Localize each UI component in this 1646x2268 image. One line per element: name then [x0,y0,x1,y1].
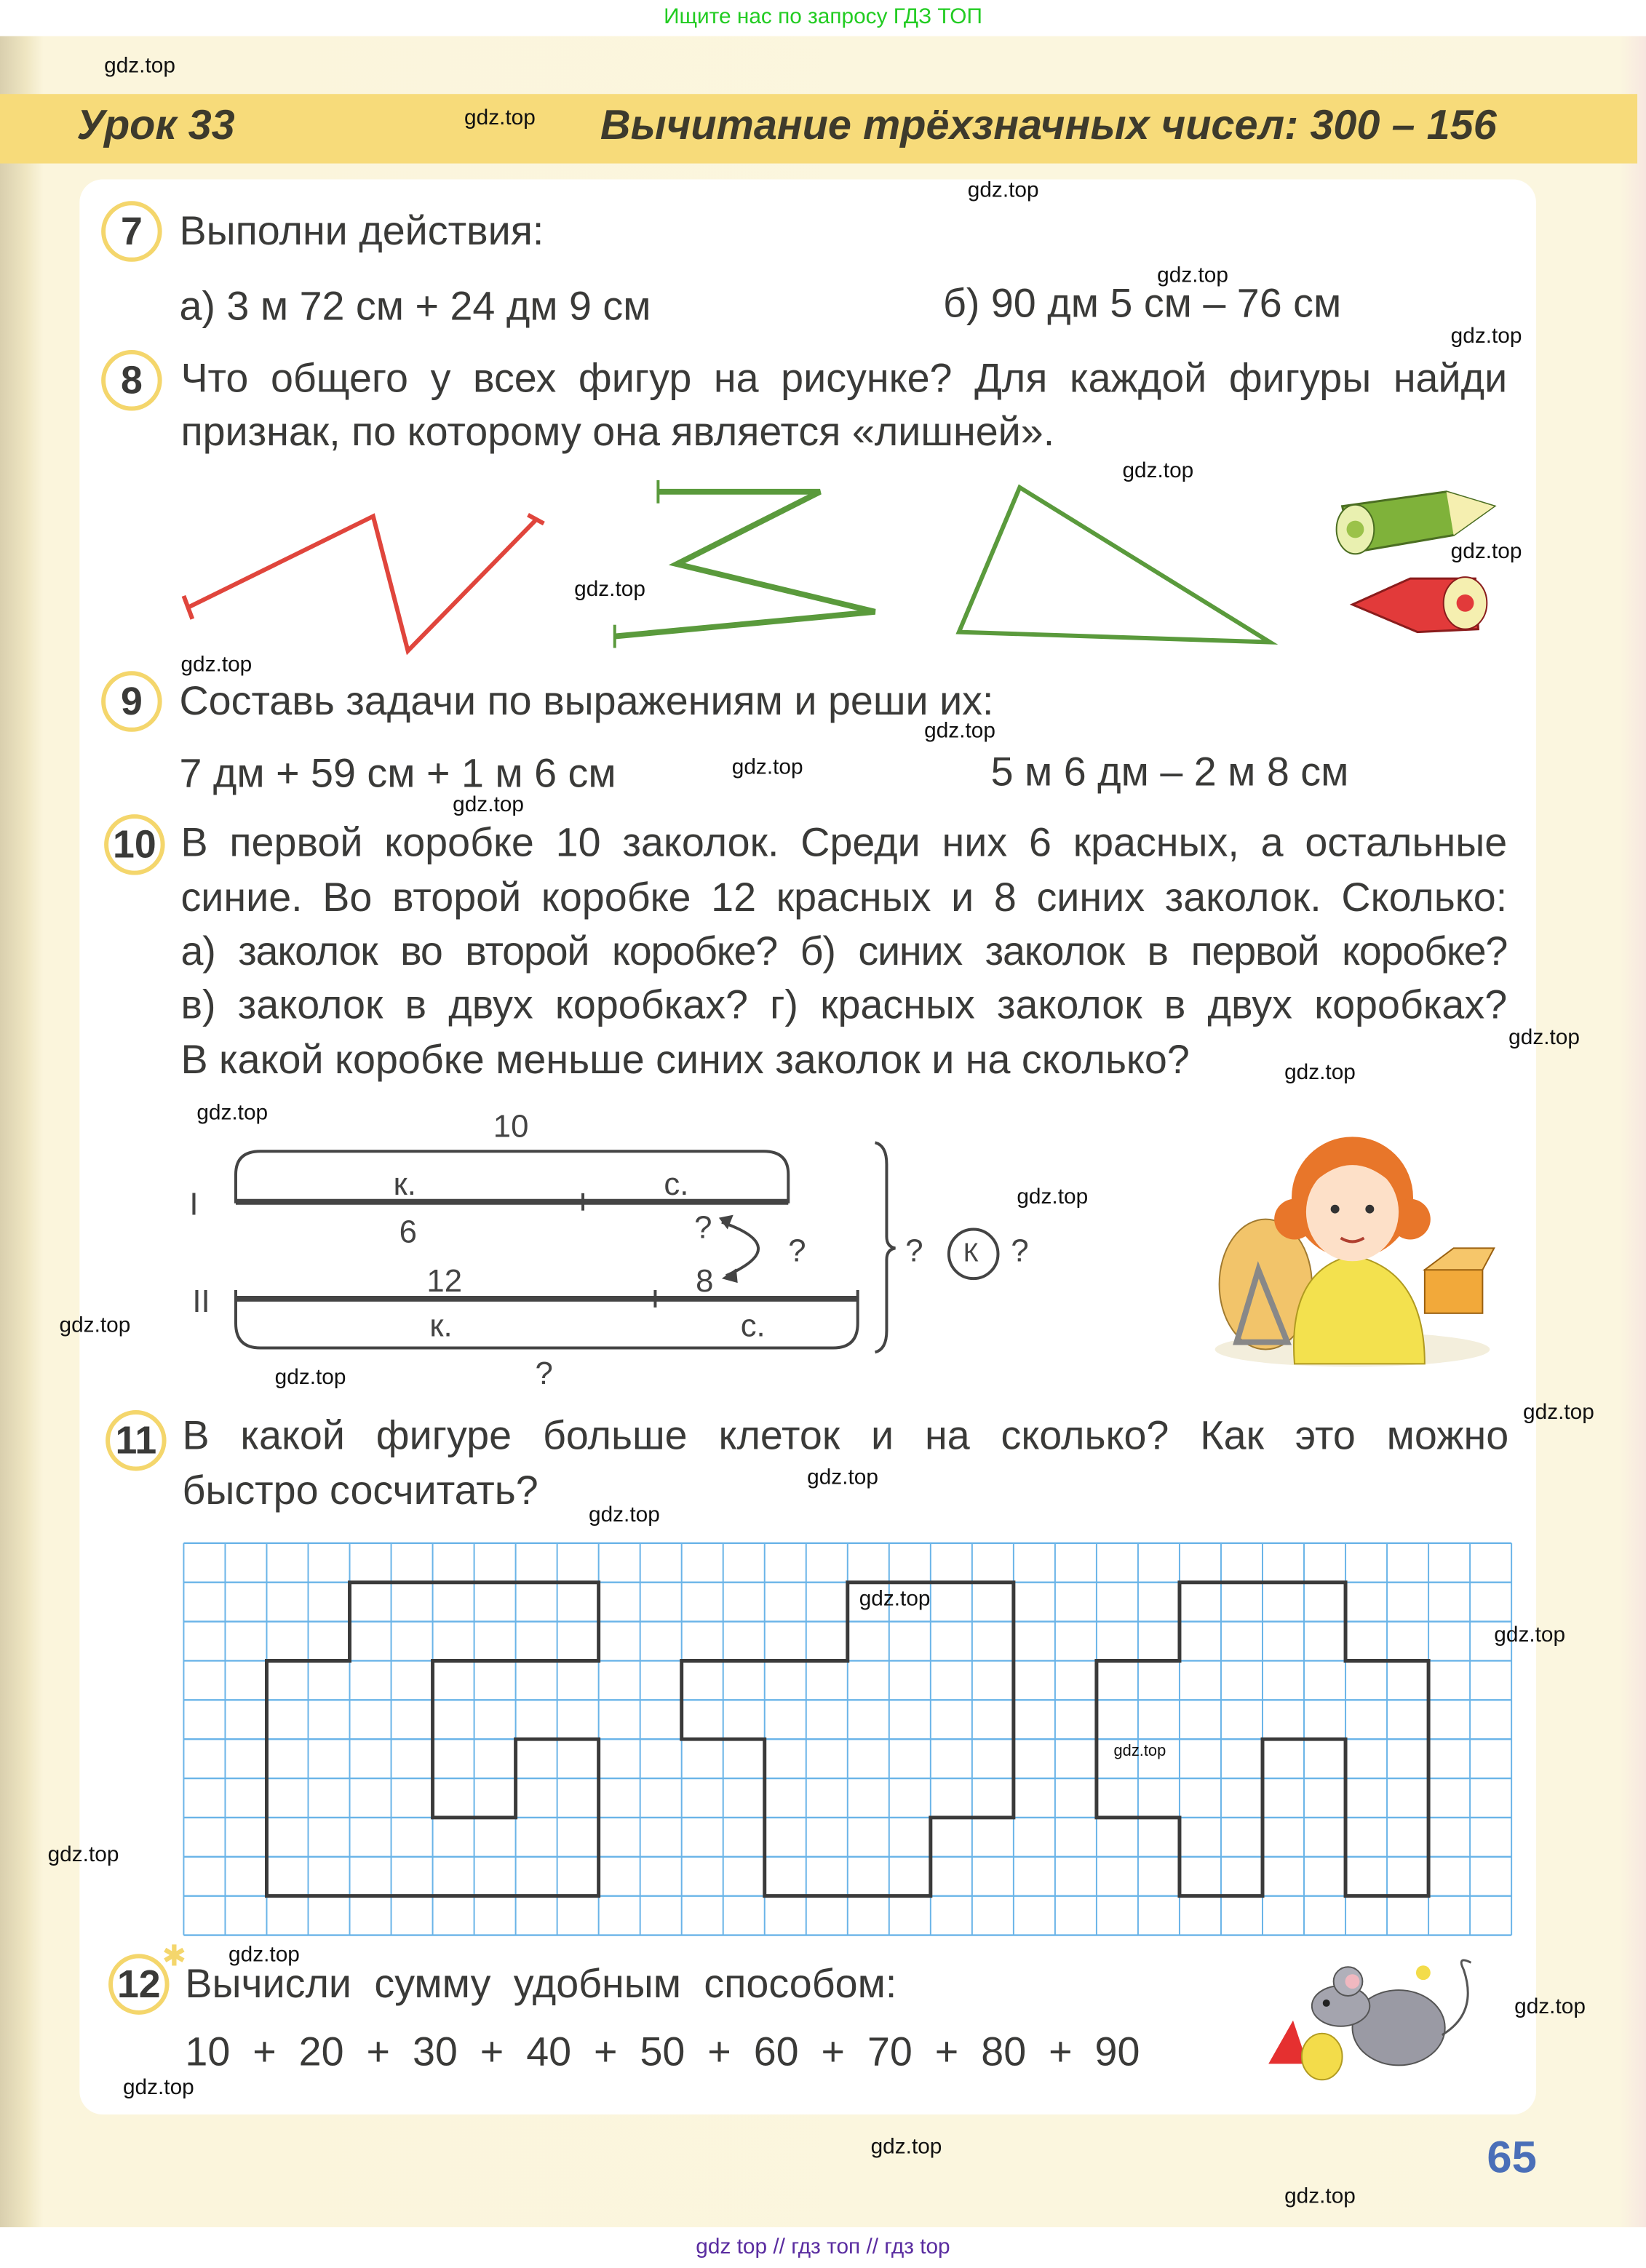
diagram-total-2-unknown: ? [535,1355,553,1392]
watermark: gdz.top [104,53,175,79]
watermark: gdz.top [1450,324,1522,349]
watermark: gdz.top [47,1842,119,1868]
watermark: gdz.top [859,1586,931,1612]
footer-bar [0,2227,1646,2268]
watermark: gdz.top [967,178,1039,203]
star-icon: ✱ [162,1941,186,1973]
task11-line-1: В какой фигуре больше клеток и на сколько? Как это можно [182,1412,1509,1458]
diagram-red-1: к. [393,1166,416,1202]
watermark: gdz.top [731,755,803,780]
mouse-illustration [1261,1955,1492,2093]
cell-grid [182,1542,1513,1937]
footer-links[interactable]: gdz top // гдз топ // гдз top [696,2234,950,2259]
task-number-11: 11 [106,1410,166,1471]
lesson-number: Урок 33 [76,103,235,149]
task9-expr-2: 5 м 6 дм – 2 м 8 см [990,749,1349,795]
watermark: gdz.top [574,577,645,602]
task8-line-1: Что общего у всех фигур на рисунке? Для каждой фигуры найди [180,355,1508,401]
diagram-red-value-1: 6 [399,1213,417,1250]
bracket-box-1 [236,1151,788,1203]
diagram-difference-unknown: ? [788,1232,806,1269]
girl-illustration [1208,1111,1504,1372]
task10-line-5: В какой коробке меньше синих заколок и на сколько? [180,1037,1190,1082]
brace [875,1142,896,1352]
task7-a: а) 3 м 72 см + 24 дм 9 см [179,283,651,329]
task-number-12: 12 [108,1954,169,2014]
task-number-10: 10 [104,814,164,875]
task-number-8: 8 [101,350,162,410]
watermark: gdz.top [1523,1400,1594,1425]
watermark: gdz.top [1514,1994,1586,2019]
diagram-sum-unknown-right: ? [1011,1232,1029,1269]
diagram-k-label: К [963,1238,979,1268]
watermark: gdz.top [807,1465,878,1490]
watermark: gdz.top [870,2134,942,2160]
watermark: gdz.top [59,1313,131,1338]
watermark: gdz.top [1284,1059,1356,1085]
watermark: gdz.top [1508,1025,1580,1051]
task10-line-2: синие. Во второй коробке 12 красных и 8 синих заколок. Сколько: [180,875,1508,920]
watermark: gdz.top [1122,458,1194,483]
diagram-blue-value-2: 8 [696,1262,714,1299]
watermark: gdz.top [274,1365,346,1390]
diagram-blue-unknown-1: ? [694,1209,712,1246]
diagram-red-2: к. [429,1307,453,1344]
task11-line-2: быстро сосчитать? [182,1468,538,1513]
compare-arrow [722,1222,758,1276]
watermark: gdz.top [228,1942,300,1967]
watermark: gdz.top [1113,1743,1166,1761]
task9-text: Составь задачи по выражениям и реши их: [179,678,994,723]
task7-b: б) 90 дм 5 см – 76 см [942,280,1342,326]
watermark: gdz.top [1284,2184,1356,2209]
task12-expr: 10 + 20 + 30 + 40 + 50 + 60 + 70 + 80 + 90 [185,2029,1140,2074]
task7-text: Выполни действия: [179,208,544,253]
watermark: gdz.top [1494,1623,1566,1647]
task8-line-2: признак, по которому она является «лишней». [180,409,1055,455]
search-banner-text[interactable]: Ищите нас по запросу ГДЗ ТОП [664,4,982,29]
watermark: gdz.top [1450,539,1522,565]
watermark: gdz.top [1017,1184,1089,1209]
task10-line-3: а) заколок во второй коробке? б) синих заколок в первой коробке? [180,928,1508,974]
watermark: gdz.top [588,1503,660,1528]
page-number: 65 [1487,2131,1537,2183]
task12-text: Вычисли сумму удобным способом: [185,1961,897,2006]
diagram-total-1: 10 [493,1107,529,1145]
diagram-red-value-2: 12 [426,1262,463,1299]
watermark: gdz.top [1157,263,1228,288]
watermark: gdz.top [122,2075,194,2101]
diagram-row-1: I [189,1185,199,1222]
diagram-blue-2: с. [740,1307,766,1344]
diagram-blue-1: с. [664,1166,689,1202]
watermark: gdz.top [196,1100,269,1126]
diagram-row-2: II [192,1283,210,1319]
watermark: gdz.top [464,106,536,130]
diagram-sum-unknown-left: ? [905,1232,923,1269]
watermark: gdz.top [453,792,524,818]
task10-line-1: В первой коробке 10 заколок. Среди них 6 красных, а остальные [180,820,1508,865]
task10-line-4: в) заколок в двух коробках? г) красных заколок в двух коробках? [180,982,1508,1027]
watermark: gdz.top [924,718,995,744]
task-number-7: 7 [101,201,162,261]
lesson-title: Вычитание трёхзначных чисел: 300 – 156 [600,103,1497,149]
task-number-9: 9 [101,671,162,731]
watermark: gdz.top [180,652,253,677]
task9-expr-1: 7 дм + 59 см + 1 м 6 см [179,750,616,796]
